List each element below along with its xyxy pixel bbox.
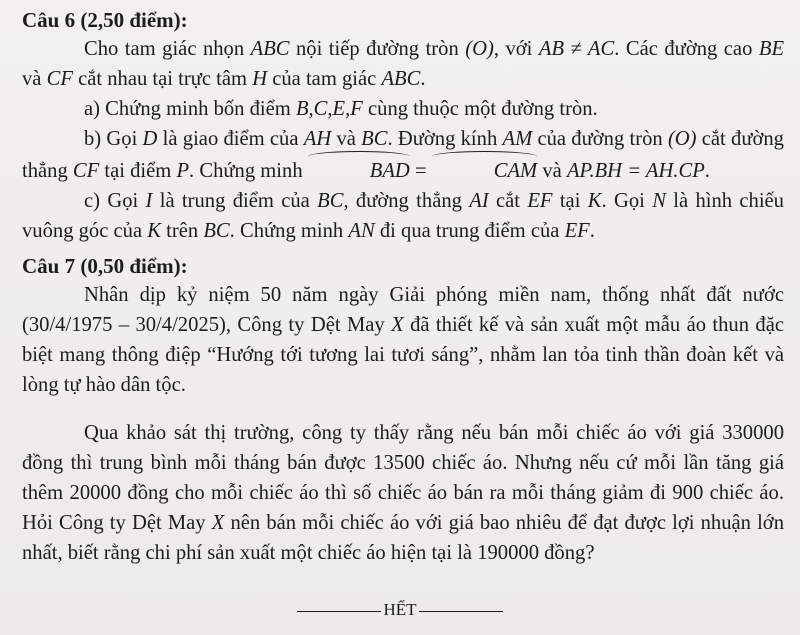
- question-6c: c) Gọi I là trung điểm của BC, đường thẳng AI cắt EF tại K. Gọi N là hình chiếu vuông góc của K trên BC. Chứng minh AN đi qua trung điểm của EF.: [22, 190, 784, 242]
- question-6a: a) Chứng minh bốn điểm B,C,E,F cùng thuộc một đường tròn.: [84, 98, 598, 120]
- question-7-paragraph-2: Qua khảo sát thị trường, công ty thấy rằng nếu bán mỗi chiếc áo với giá 330000 đồng thì trung bình mỗi tháng bán được 13500 chiếc áo. Nhưng nếu cứ mỗi lần tăng giá thêm 20000 đồng cho mỗi chiếc áo thì số chiếc áo bán ra mỗi tháng giảm đi 900 chiếc áo. Hỏi Công ty Dệt May X nên bán mỗi chiếc áo với giá bao nhiêu để đạt được lợi nhuận lớn nhất, biết rằng chi phí sản xuất một chiếc áo hiện tại là 190000 đồng?: [22, 422, 784, 564]
- question-7-paragraph-1: Nhân dịp kỷ niệm 50 năm ngày Giải phóng miền nam, thống nhất đất nước (30/4/1975 – 30/4/2025), Công ty Dệt May X đã thiết kế và sản xuất một mẫu áo thun đặc biệt mang thông điệp “Hướng tới tương lai tươi sáng”, nhằm lan tỏa tinh thần đoàn kết và lòng tự hào dân tộc.: [22, 284, 784, 396]
- end-line-right: [419, 611, 503, 612]
- end-label: HẾT: [383, 600, 417, 619]
- question-6-title: Câu 6 (2,50 điểm):: [22, 8, 188, 32]
- angle-bad: BAD: [308, 154, 410, 186]
- angle-cam: CAM: [432, 154, 537, 186]
- end-line-left: [297, 611, 381, 612]
- question-6b: b) Gọi D là giao điểm của AH và BC. Đường kính AM của đường tròn (O) cắt đường thẳng CF tại điểm P. Chứng minh BAD = CAM và AP.BH = AH.CP.: [22, 124, 784, 186]
- end-marker: [0, 600, 800, 620]
- question-7-title: Câu 7 (0,50 điểm):: [22, 254, 188, 278]
- question-6-intro: Cho tam giác nhọn ABC nội tiếp đường tròn (O), với AB ≠ AC. Các đường cao BE và CF cắt nhau tại trực tâm H của tam giác ABC.: [22, 38, 785, 90]
